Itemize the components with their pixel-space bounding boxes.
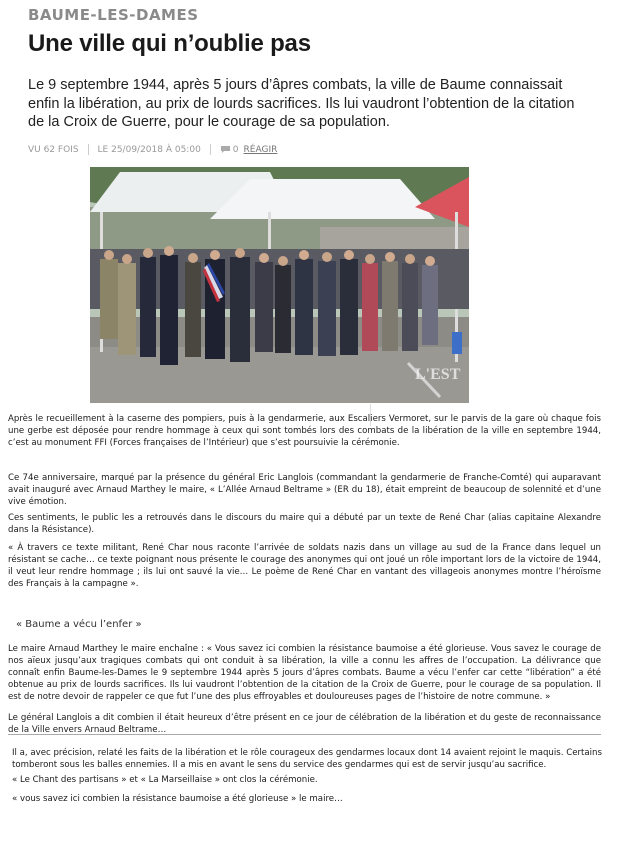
truncated-paragraph (8, 712, 601, 735)
publish-date: LE 25/09/2018 À 05:00 (97, 144, 201, 155)
paragraph-9: « vous savez ici combien la résistance baumoise a été glorieuse » le maire… (12, 794, 343, 804)
paragraph-6: Le général Langlois a dit combien il était heureux d’être présent en ce jour de célébration de la libération et du geste de reconnaissance de la Ville envers Arnaud Beltrame… (8, 713, 601, 735)
article-meta (28, 144, 277, 155)
paragraph-2: Ce 74e anniversaire, marqué par la présence du général Eric Langlois (commandant la gendarmerie de Franche-Comté) qui auparavant avait inauguré avec Arnaud Marthey le maire, « L’Allée Arnaud Beltrame » (ER du 18), était empreint de beaucoup de solennité et d’une vive émotion. (8, 473, 601, 508)
paragraph-3: Ces sentiments, le public les a retrouvés dans le discours du maire qui a débuté par un texte de René Char (alias capitaine Alexandre dans la Résistance). (8, 513, 601, 536)
photo-watermark: L'EST (415, 366, 461, 383)
section-kicker: BAUME-LES-DAMES (28, 6, 199, 24)
paragraph-4: « À travers ce texte militant, René Char nous raconte l’arrivée de soldats nazis dans un village au sud de la France dans lequel un résistant se cache… ce texte poignant nous présente le courage des anonymes qui ont joué un rôle important lors de la victoire de 1944, il veut leur rendre hommage ; ils lui ont sauvé la vie… Le poème de René Char en vantant des villageois anonymes montre l’héroïsme des Français à la campagne ». (8, 543, 601, 590)
paragraph-7: Il a, avec précision, relaté les faits de la libération et le rôle courageux des gendarmes locaux dont 14 avaient rejoint le maquis. Certains tomberont sous les balles ennemies. Il a mis en avant le sens du service des gendarmes qui est de servir jusqu’au sacrifice. (12, 748, 602, 771)
comment-count[interactable]: 0 (232, 144, 239, 155)
article-headline: Une ville qui n’oublie pas (28, 30, 311, 57)
meta-divider (88, 144, 89, 155)
article-lead: Le 9 septembre 1944, après 5 jours d’âpres combats, la ville de Baume connaissait enfin la libération, au prix de lourds sacrifices. Ils lui vaudront l’obtention de la citation de la Croix de Guerre, pour le courage de sa population. (28, 77, 575, 130)
view-count: VU 62 FOIS (28, 144, 79, 155)
paragraph-5: Le maire Arnaud Marthey le maire enchaîne : « Vous savez ici combien la résistance baumoise a été glorieuse. Vous savez le courage de nos aïeux jusqu’aux tragiques combats qui ont conduit à sa libération, la ville a connu les affres de l’occupation. La délivrance que connaît enfin Baume-les-Dames le 9 septembre 1944 après 5 jours d’âpres combats. Baume a vécu l’enfer car cette “libération” a été obtenue au prix de lourds sacrifices. Ils lui vaudront l’obtention de la citation de la Croix de Guerre, pour le courage de sa population. Il est de notre devoir de rappeler ce que fut l’une des plus effroyables et douloureuses pages de l’histoire de notre commune. » (8, 644, 601, 703)
react-link[interactable]: RÉAGIR (243, 144, 278, 155)
paragraph-1: Après le recueillement à la caserne des pompiers, puis à la gendarmerie, aux Escaliers Vermoret, sur le parvis de la gare où chaque fois une gerbe est déposée pour rendre hommage à ceux qui sont tombés lors des combats de la libération de la ville en septembre 1944, c’est au monument FFI (Forces françaises de l’Intérieur) que s’est poursuivie la cérémonie. (8, 414, 601, 449)
paragraph-8: « Le Chant des partisans » et « La Marseillaise » ont clos la cérémonie. (12, 775, 318, 785)
meta-divider (210, 144, 211, 155)
comment-bubble-icon (220, 145, 231, 154)
ceremony-photo (90, 167, 469, 403)
section-subhead: « Baume a vécu l’enfer » (16, 619, 142, 630)
